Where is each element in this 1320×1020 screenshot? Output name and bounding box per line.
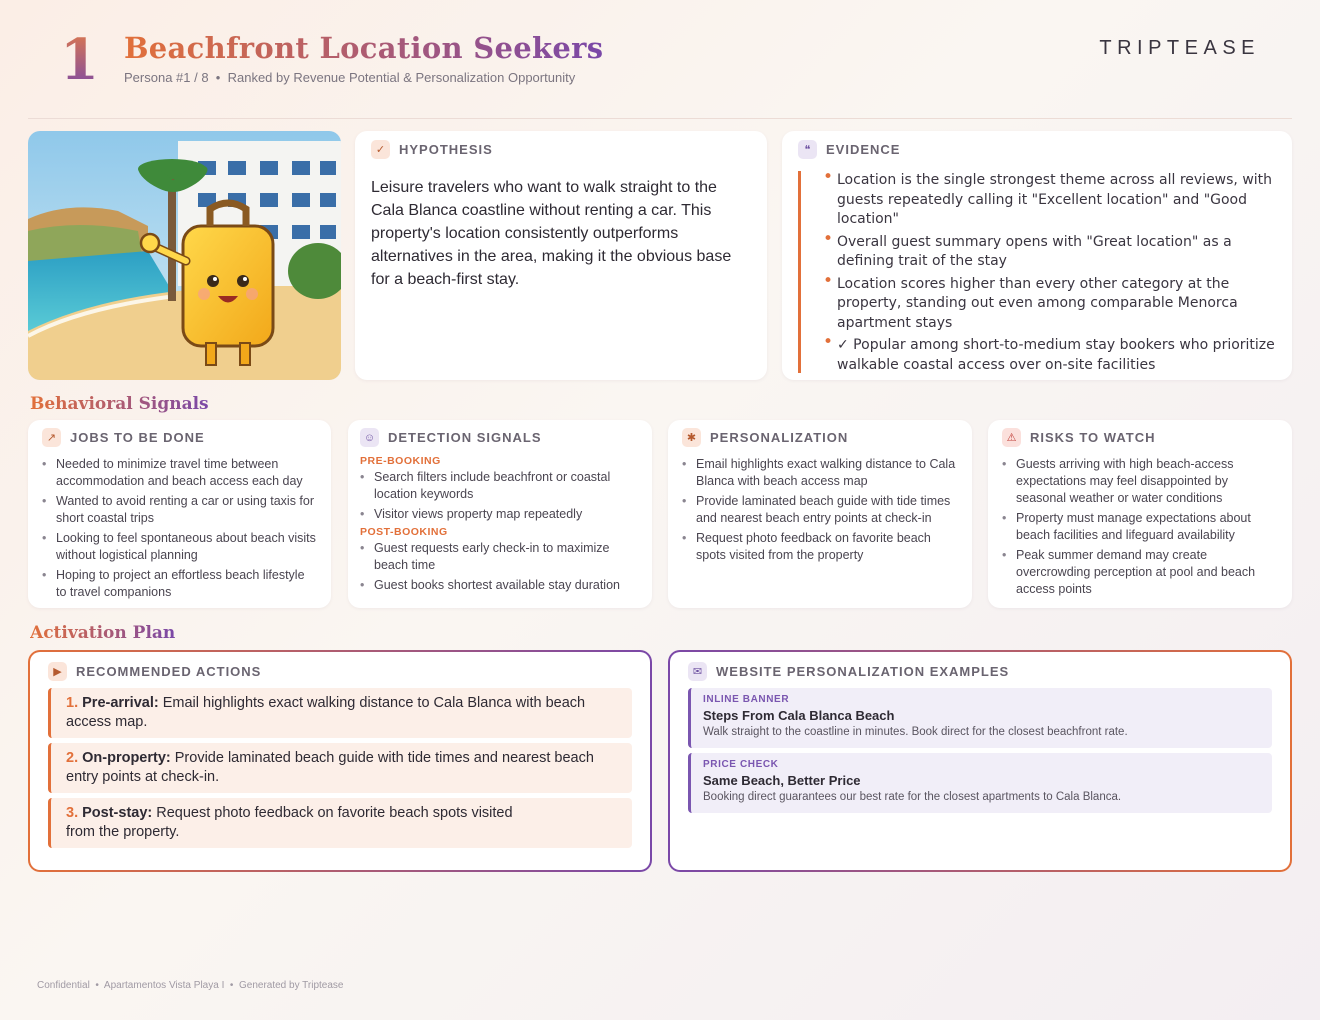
section-title-signals: Behavioral Signals [30, 394, 209, 414]
list-item: • Needed to minimize travel time between accommodation and beach access each day [42, 456, 317, 490]
post-booking-list [360, 540, 640, 594]
quote-icon: ❝ [798, 140, 817, 159]
jobs-card [28, 420, 331, 608]
actions-heading: RECOMMENDED ACTIONS [76, 664, 262, 679]
list-item: • Search filters include beachfront or coastal location keywords [360, 469, 640, 503]
example-tag: PRICE CHECK [703, 759, 779, 770]
pre-booking-list [360, 469, 640, 523]
example-title: Steps From Cala Blanca Beach [703, 708, 895, 723]
evidence-item: • Overall guest summary opens with "Great location" as a defining trait of the stay [823, 233, 1276, 272]
detection-card [348, 420, 652, 608]
example-tag: INLINE BANNER [703, 694, 790, 705]
action-number: 3. [66, 805, 79, 821]
page-subtitle [124, 70, 575, 85]
page-title: Beachfront Location Seekers [124, 31, 604, 65]
example-title: Same Beach, Better Price [703, 773, 861, 788]
separator-dot: • [229, 980, 234, 991]
persona-number: 1 [60, 27, 99, 93]
evidence-card [782, 131, 1292, 380]
personalization-list [682, 456, 958, 564]
risks-card [988, 420, 1292, 608]
example-inline-banner [688, 688, 1272, 748]
post-booking-label: POST-BOOKING [360, 526, 448, 538]
jobs-heading: JOBS TO BE DONE [70, 430, 205, 445]
list-item: • Property must manage expectations about beach facilities and lifeguard availability [1002, 510, 1278, 544]
jobs-list [42, 456, 317, 601]
detection-heading: DETECTION SIGNALS [388, 430, 542, 445]
evidence-heading: EVIDENCE [826, 141, 901, 157]
action-item-1 [48, 688, 632, 738]
action-number: 1. [66, 695, 79, 711]
action-text: Provide laminated beach guide with tide times and nearest beach entry points at check-in. [66, 750, 594, 785]
personalization-card [668, 420, 972, 608]
risks-heading: RISKS TO WATCH [1030, 430, 1156, 445]
list-item: • Peak summer demand may create overcrowding perception at pool and beach access points [1002, 547, 1278, 598]
warning-icon: ⚠ [1002, 428, 1021, 447]
personalization-heading: PERSONALIZATION [710, 430, 849, 445]
separator-dot: • [95, 980, 99, 991]
hypothesis-card [355, 131, 767, 380]
sparkle-icon: ✱ [682, 428, 701, 447]
footer-confidential: Confidential [37, 980, 90, 991]
list-item: • Guest books shortest available stay duration [360, 577, 640, 594]
action-label: On-property: [82, 750, 171, 766]
action-text: Email highlights exact walking distance to Cala Blanca with beach access map. [66, 695, 586, 730]
list-item: • Wanted to avoid renting a car or using taxis for short coastal trips [42, 493, 317, 527]
smile-icon: ☺ [360, 428, 379, 447]
footer-generated: Generated by Triptease [238, 980, 344, 991]
recommended-actions-panel [28, 650, 652, 872]
persona-illustration [28, 131, 341, 380]
mail-icon: ✉ [688, 662, 707, 681]
list-item: • Email highlights exact walking distance to Cala Blanca with beach access map [682, 456, 958, 490]
hypothesis-heading: HYPOTHESIS [399, 141, 493, 157]
risks-list [1002, 456, 1278, 598]
action-item-3 [48, 798, 632, 848]
list-item: • Visitor views property map repeatedly [360, 506, 640, 523]
example-desc: Booking direct guarantees our best rate for the closest apartments to Cala Blanca. [703, 791, 1122, 803]
brand-logo: TRIPTEASE [1099, 37, 1260, 59]
footer-property: Apartamentos Vista Playa I [103, 980, 225, 991]
arrow-up-right-icon: ↗ [42, 428, 61, 447]
separator-dot: • [215, 70, 221, 85]
list-item: • Guests arriving with high beach-access expectations may feel disappointed by seasonal weather or water conditions [1002, 456, 1278, 507]
evidence-item: • Location is the single strongest theme across all reviews, with guests repeatedly calling it "Excellent location" and "Good location" [823, 171, 1276, 230]
action-text: Request photo feedback on favorite beach spots visited from the property. [66, 805, 513, 840]
example-price-check [688, 753, 1272, 813]
play-icon: ▶ [48, 662, 67, 681]
ranked-label: Ranked by Revenue Potential & Personalization Opportunity [227, 70, 576, 85]
list-item: • Looking to feel spontaneous about beach visits without logistical planning [42, 530, 317, 564]
example-desc: Walk straight to the coastline in minutes. Book direct for the closest beachfront rate. [703, 726, 1128, 738]
hypothesis-text: Leisure travelers who want to walk straight to the Cala Blanca coastline without renting a car. This property's location consistently outperforms alternatives in the area, making it the obvious base for a beach-first stay. [371, 179, 732, 288]
footer [37, 980, 344, 991]
evidence-item: • Location scores higher than every other category at the property, standing out even among comparable Menorca apartment stays [823, 275, 1276, 334]
action-label: Post-stay: [82, 805, 153, 821]
pre-booking-label: PRE-BOOKING [360, 455, 441, 467]
website-heading: WEBSITE PERSONALIZATION EXAMPLES [716, 664, 1010, 679]
list-item: • Request photo feedback on favorite beach spots visited from the property [682, 530, 958, 564]
list-item: • Provide laminated beach guide with tide times and nearest beach entry points at check-in [682, 493, 958, 527]
check-icon: ✓ [371, 140, 390, 159]
list-item: • Guest requests early check-in to maximize beach time [360, 540, 640, 574]
evidence-item: • ✓ Popular among short-to-medium stay bookers who prioritize walkable coastal access over on-site facilities [823, 336, 1276, 375]
website-examples-panel [668, 650, 1292, 872]
action-label: Pre-arrival: [82, 695, 159, 711]
persona-label: Persona #1 / 8 [124, 70, 209, 85]
action-number: 2. [66, 750, 79, 766]
evidence-list [823, 171, 1276, 375]
section-title-activation: Activation Plan [30, 623, 176, 643]
list-item: • Hoping to project an effortless beach lifestyle to travel companions [42, 567, 317, 601]
header-divider [28, 118, 1292, 119]
action-item-2 [48, 743, 632, 793]
